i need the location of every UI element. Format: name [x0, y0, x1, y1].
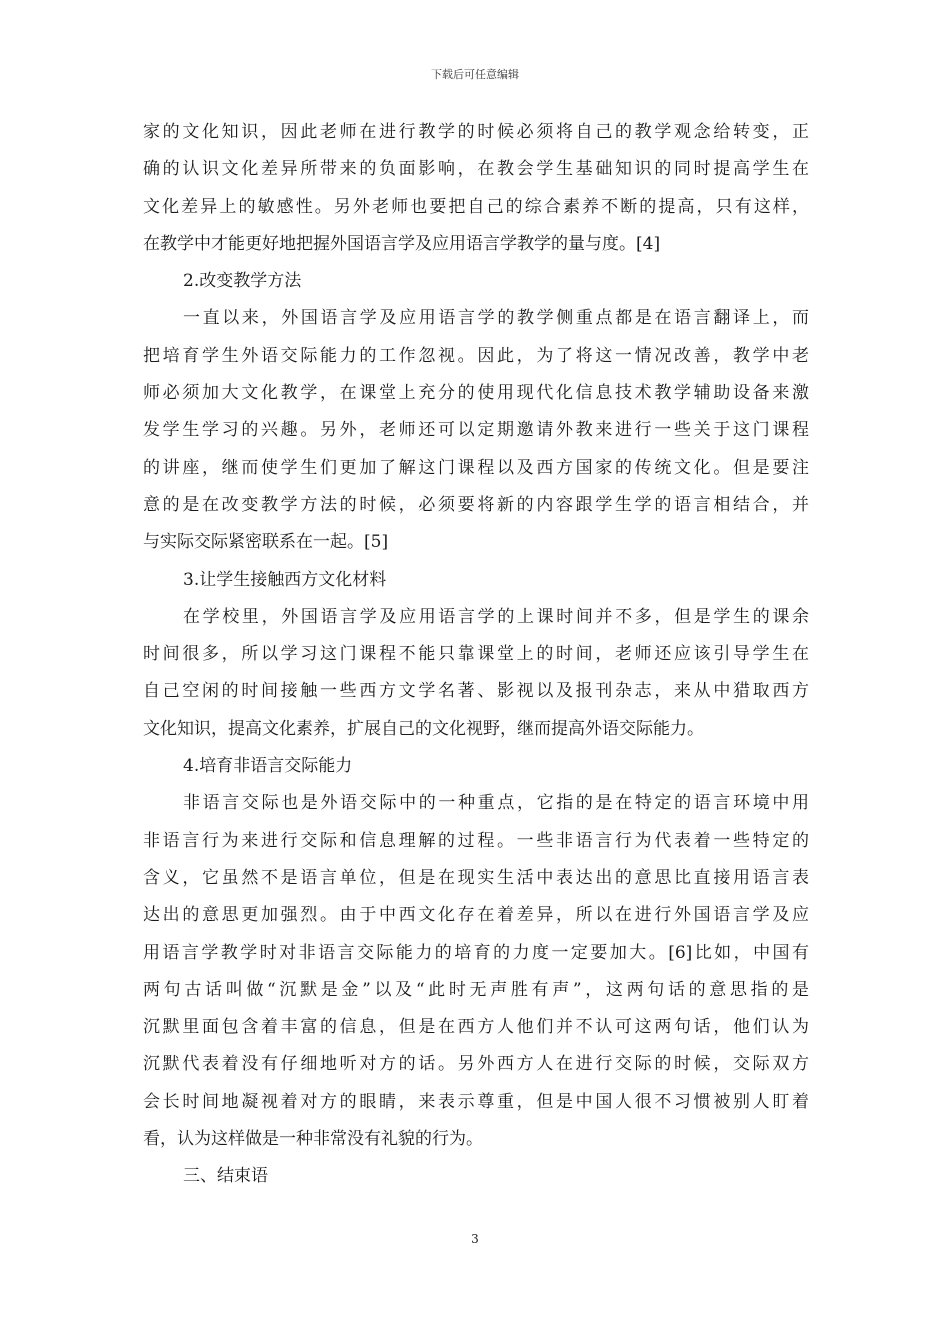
paragraph-line: 文化知识，提高文化素养，扩展自己的文化视野，继而提高外语交际能力。 [143, 718, 704, 739]
paragraph-line: 一直以来，外国语言学及应用语言学的教学侧重点都是在语言翻译上，而 [183, 308, 809, 329]
paragraph-line: 在学校里，外国语言学及应用语言学的上课时间并不多，但是学生的课余 [183, 606, 809, 627]
paragraph-line: 把培育学生外语交际能力的工作忽视。因此，为了将这一情况改善，教学中老 [143, 345, 809, 366]
paragraph-line: 在教学中才能更好地把握外国语言学及应用语言学教学的量与度。[4] [143, 233, 661, 254]
paragraph-line: 发学生学习的兴趣。另外，老师还可以定期邀请外教来进行一些关于这门课程 [143, 420, 809, 441]
paragraph-line: 用语言学教学时对非语言交际能力的培育的力度一定要加大。[6]比如，中国有 [143, 942, 809, 963]
paragraph [143, 785, 809, 1158]
paragraph [143, 114, 809, 263]
paragraph-line: 时间很多，所以学习这门课程不能只靠课堂上的时间，老师还应该引导学生在 [143, 644, 809, 665]
section-heading [143, 263, 809, 300]
document-body [143, 114, 809, 1196]
paragraph [143, 599, 809, 748]
heading-text: 3.让学生接触西方文化材料 [183, 569, 387, 590]
section-heading [143, 562, 809, 599]
paragraph-line: 文化差异上的敏感性。另外老师也要把自己的综合素养不断的提高，只有这样， [143, 196, 809, 217]
paragraph-line: 沉默代表着没有仔细地听对方的话。另外西方人在进行交际的时候，交际双方 [143, 1054, 809, 1075]
paragraph-line: 达出的意思更加强烈。由于中西文化存在着差异，所以在进行外国语言学及应 [143, 905, 809, 926]
page-header: 下载后可任意编辑 [431, 68, 519, 81]
heading-text: 三、结束语 [183, 1166, 268, 1187]
paragraph-line: 师必须加大文化教学，在课堂上充分的使用现代化信息技术教学辅助设备来激 [143, 383, 809, 404]
section-heading [143, 1158, 809, 1195]
page-number: 3 [471, 1232, 479, 1246]
paragraph-line: 家的文化知识，因此老师在进行教学的时候必须将自己的教学观念给转变，正 [143, 122, 809, 142]
paragraph-line: 非语言交际也是外语交际中的一种重点，它指的是在特定的语言环境中用 [183, 793, 809, 814]
section-heading [143, 748, 809, 785]
paragraph-line: 沉默里面包含着丰富的信息，但是在西方人他们并不认可这两句话，他们认为 [143, 1017, 809, 1038]
paragraph-line: 自己空闲的时间接触一些西方文学名著、影视以及报刊杂志，来从中猎取西方 [143, 681, 809, 702]
paragraph [143, 300, 809, 561]
paragraph-line: 看，认为这样做是一种非常没有礼貌的行为。 [143, 1129, 483, 1150]
paragraph-line: 两句古话叫做“沉默是金”以及“此时无声胜有声”，这两句话的意思指的是 [143, 979, 809, 1000]
paragraph-line: 意的是在改变教学方法的时候，必须要将新的内容跟学生学的语言相结合，并 [143, 494, 809, 515]
paragraph-line: 确的认识文化差异所带来的负面影响，在教会学生基础知识的同时提高学生在 [143, 159, 809, 180]
heading-text: 4.培育非语言交际能力 [183, 756, 353, 777]
paragraph-line: 非语言行为来进行交际和信息理解的过程。一些非语言行为代表着一些特定的 [143, 830, 809, 851]
paragraph-line: 含义，它虽然不是语言单位，但是在现实生活中表达出的意思比直接用语言表 [143, 867, 809, 888]
heading-text: 2.改变教学方法 [183, 271, 302, 292]
paragraph-line: 的讲座，继而使学生们更加了解这门课程以及西方国家的传统文化。但是要注 [143, 457, 809, 478]
paragraph-line: 与实际交际紧密联系在一起。[5] [143, 532, 389, 553]
paragraph-line: 会长时间地凝视着对方的眼睛，来表示尊重，但是中国人很不习惯被别人盯着 [143, 1091, 809, 1112]
